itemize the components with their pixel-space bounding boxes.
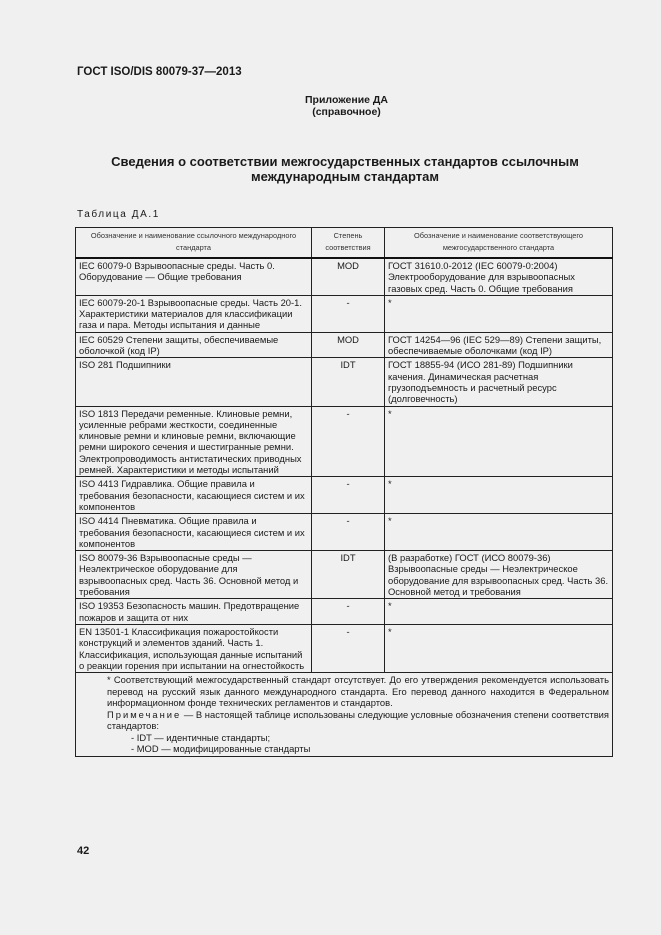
cell-national: ГОСТ 18855-94 (ИСО 281-89) Подшипники качения. Динамическая расчетная грузоподъемность и расчетный ресурс (долговечность): [385, 358, 613, 406]
cell-degree: -: [312, 599, 385, 625]
cell-degree: -: [312, 477, 385, 514]
appendix-heading: [0, 94, 661, 118]
cell-intl: IEC 60079-20-1 Взрывоопасные среды. Часть 20-1. Характеристики материалов для классификации газа и пара. Методы испытания и данные: [76, 295, 312, 332]
table-row: [76, 477, 613, 514]
table-row: [76, 332, 613, 358]
cell-national: *: [385, 514, 613, 551]
header-degree: Степень соответствия: [312, 228, 385, 259]
cell-national: ГОСТ 31610.0-2012 (IEC 60079-0:2004) Электрооборудование для взрывоопасных газовых сред. Часть 0. Общие требования: [385, 258, 613, 295]
table-header-row: [76, 228, 613, 259]
header-international-standard: Обозначение и наименование ссылочного международного стандарта: [76, 228, 312, 259]
appendix-title: Приложение ДА: [305, 94, 388, 106]
table-footnote-row: [76, 673, 613, 757]
cell-degree: MOD: [312, 258, 385, 295]
table-footnote: [76, 673, 613, 757]
cell-national: (В разработке) ГОСТ (ИСО 80079-36) Взрывоопасные среды — Неэлектрическое оборудование для взрывоопасных сред. Часть 36. Основной метод и требования: [385, 551, 613, 599]
note-text: — В настоящей таблице использованы следующие условные обозначения степени соответствия стандартов:: [107, 708, 609, 732]
note-paragraph: [79, 709, 609, 732]
page-title-line-2: международным стандартам: [251, 169, 439, 184]
cell-intl: EN 13501-1 Классификация пожаростойкости конструкций и элементов зданий. Часть 1. Классификация, использующая данные испытаний о реакции горения при испытании на огнестойкость: [76, 624, 312, 672]
cell-degree: IDT: [312, 551, 385, 599]
cell-national: ГОСТ 14254—96 (IEC 529—89) Степени защиты, обеспечиваемые оболочками (код IP): [385, 332, 613, 358]
cell-intl: IEC 60079-0 Взрывоопасные среды. Часть 0. Оборудование — Общие требования: [76, 258, 312, 295]
page-title-line-1: Сведения о соответствии межгосударственных стандартов ссылочным: [111, 154, 579, 169]
cell-intl: ISO 4414 Пневматика. Общие правила и требования безопасности, касающиеся систем и их компонентов: [76, 514, 312, 551]
list-item: - IDT — идентичные стандарты;: [131, 731, 271, 743]
cell-national: *: [385, 295, 613, 332]
table-row: [76, 358, 613, 406]
list-item: - MOD — модифицированные стандарты: [131, 743, 311, 755]
table-caption: Таблица ДА.1: [77, 209, 160, 220]
page-title: [90, 154, 600, 184]
table-row: [76, 406, 613, 477]
star-footnote: * Соответствующий межгосударственный стандарт отсутствует. До его утверждения рекомендуется использовать перевод на русский язык данного международного стандарта. Его перевод данного находится в Федеральном информационном фонде технических регламентов и стандартов.: [107, 674, 609, 709]
cell-intl: ISO 1813 Передачи ременные. Клиновые ремни, усиленные ребрами жесткости, соединенные клиновые ремни и клиновые ремни, включающие ремни широкого сечения и шестигранные ремни. Электропроводимость антистатических приводных ремней. Характеристики и методы испытаний: [76, 406, 312, 477]
cell-intl: ISO 19353 Безопасность машин. Предотвращение пожаров и защита от них: [76, 599, 312, 625]
cell-intl: ISO 4413 Гидравлика. Общие правила и требования безопасности, касающиеся систем и их компонентов: [76, 477, 312, 514]
cell-intl: IEC 60529 Степени защиты, обеспечиваемые оболочкой (код IP): [76, 332, 312, 358]
table-row: [76, 599, 613, 625]
table-row: [76, 258, 613, 295]
cell-degree: -: [312, 406, 385, 477]
note-label: Примечание: [107, 708, 182, 720]
cell-degree: IDT: [312, 358, 385, 406]
cell-degree: MOD: [312, 332, 385, 358]
cell-national: *: [385, 599, 613, 625]
cell-national: *: [385, 477, 613, 514]
document-code: ГОСТ ISO/DIS 80079-37—2013: [77, 66, 242, 78]
cell-degree: -: [312, 295, 385, 332]
cell-national: *: [385, 624, 613, 672]
cell-degree: -: [312, 514, 385, 551]
cell-degree: -: [312, 624, 385, 672]
correspondence-table: [75, 227, 613, 757]
page-number: 42: [77, 845, 90, 857]
header-national-standard: Обозначение и наименование соответствующего межгосударственного стандарта: [385, 228, 613, 259]
table-row: [76, 514, 613, 551]
cell-intl: ISO 80079-36 Взрывоопасные среды — Неэлектрическое оборудование для взрывоопасных сред. Часть 36. Основной метод и требования: [76, 551, 312, 599]
table-row: [76, 624, 613, 672]
cell-intl: ISO 281 Подшипники: [76, 358, 312, 406]
table-row: [76, 295, 613, 332]
cell-national: *: [385, 406, 613, 477]
appendix-subtitle: (справочное): [312, 106, 381, 118]
table-row: [76, 551, 613, 599]
